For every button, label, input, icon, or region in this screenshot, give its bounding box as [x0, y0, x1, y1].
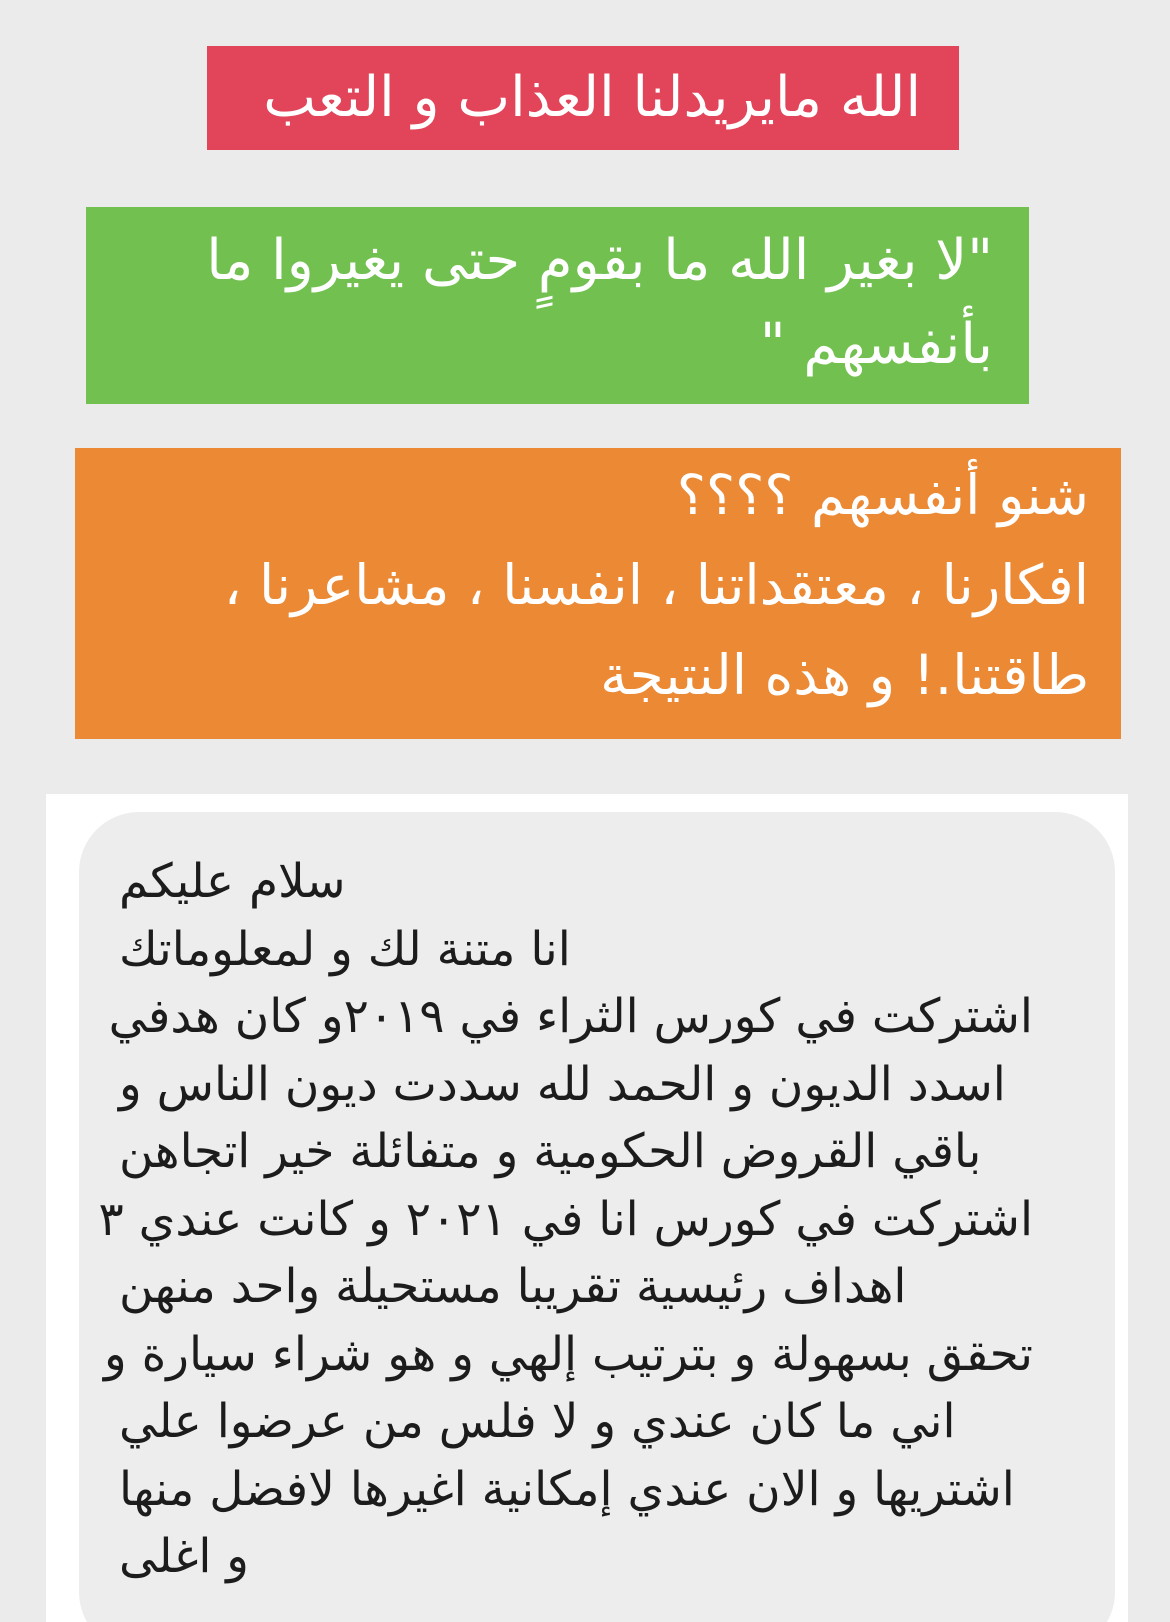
message-line-7: اهداف رئيسية تقريبا مستحيلة واحد منهن	[119, 1259, 907, 1314]
orange-explanation-banner	[75, 448, 1121, 739]
green-banner-line-1: "لا بغير الله ما بقومٍ حتى يغيروا ما	[206, 228, 993, 293]
message-line-11: و اغلى	[119, 1529, 250, 1584]
red-banner-text: الله مايريدلنا العذاب و التعب	[263, 65, 921, 130]
message-line-10: اشتريها و الان عندي إمكانية اغيرها لافضل منها	[119, 1461, 1015, 1517]
message-line-1: سلام عليكم	[119, 854, 346, 909]
orange-banner-line-3: طاقتنا.! و هذه النتيجة	[600, 643, 1089, 707]
message-line-2: انا متنة لك و لمعلوماتك	[119, 921, 571, 977]
message-line-6: اشتركت في كورس انا في ٢٠٢١ و كانت عندي ٣	[98, 1191, 1033, 1247]
orange-banner-line-1: شنو أنفسهم ؟؟؟؟	[676, 463, 1089, 527]
message-line-9: اني ما كان عندي و لا فلس من عرضوا علي	[119, 1394, 956, 1449]
message-line-4: اسدد الديون و الحمد لله سددت ديون الناس و	[119, 1056, 1006, 1112]
message-line-3: اشتركت في كورس الثراء في ٢٠١٩و كان هدفي	[108, 989, 1033, 1044]
green-verse-banner	[86, 207, 1029, 404]
message-line-8: تحقق بسهولة و بترتيب إلهي و هو شراء سيارة و	[104, 1326, 1033, 1382]
orange-banner-line-2: افكارنا ، معتقداتنا ، انفسنا ، مشاعرنا ،	[223, 553, 1089, 617]
message-line-5: باقي القروض الحكومية و متفائلة خير اتجاهن	[119, 1124, 982, 1179]
green-banner-line-2: بأنفسهم "	[759, 312, 993, 377]
message-screenshot-panel	[46, 794, 1128, 1622]
message-bubble	[79, 812, 1115, 1622]
red-quote-banner	[207, 46, 959, 150]
